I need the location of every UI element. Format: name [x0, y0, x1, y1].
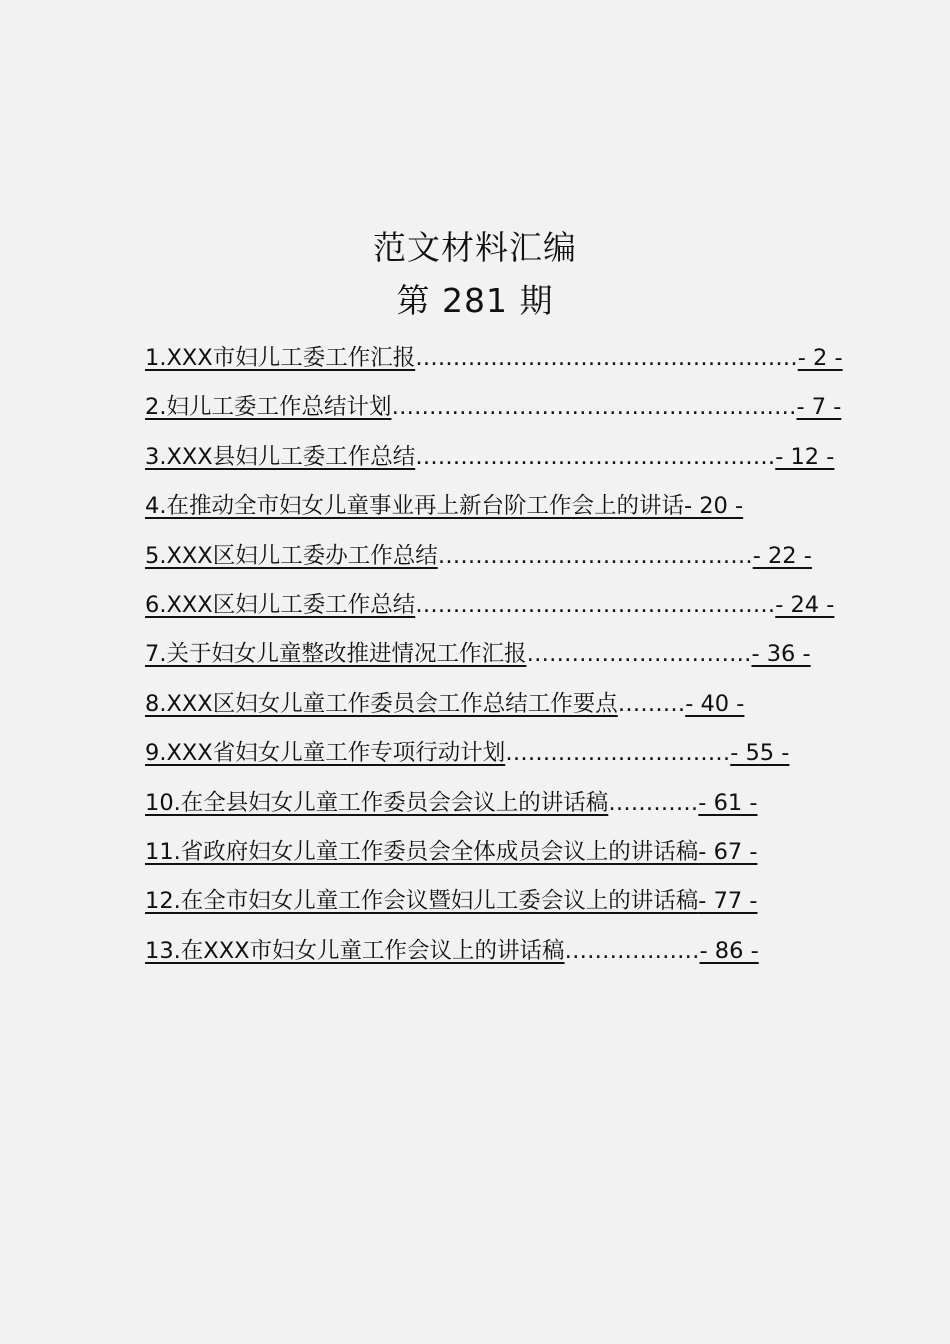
toc-entry-title[interactable]: 4.在推动全市妇女儿童事业再上新台阶工作会上的讲话	[145, 493, 684, 520]
toc-entry-title[interactable]: 13.在XXX市妇女儿童工作会议上的讲话稿	[145, 937, 565, 964]
toc-entry-title[interactable]: 3.XXX县妇儿工委工作总结	[145, 443, 416, 470]
toc-entry-dots: ……………………………………	[437, 542, 753, 569]
toc-entry-page[interactable]: - 55 -	[730, 740, 790, 767]
toc-entry-title[interactable]: 6.XXX区妇儿工委工作总结	[145, 591, 416, 618]
toc-entry-title[interactable]: 2.妇儿工委工作总结计划	[145, 394, 392, 421]
toc-entry-page[interactable]: - 86 -	[699, 937, 759, 964]
toc-entry	[145, 340, 843, 389]
toc-entry	[145, 834, 843, 883]
toc-entry-page[interactable]: - 36 -	[751, 641, 811, 668]
toc-entry	[145, 933, 843, 982]
issue-number: 第 281 期	[396, 281, 554, 320]
toc-entry-page[interactable]: - 61 -	[698, 789, 758, 816]
toc-entry-dots: …………………………	[526, 641, 752, 668]
toc-entry-title[interactable]: 8.XXX区妇女儿童工作委员会工作总结工作要点	[145, 690, 618, 717]
toc-entry-dots: …………………………………………	[415, 591, 776, 618]
toc-entry	[145, 439, 843, 488]
document-title: 范文材料汇编	[373, 228, 577, 267]
toc-entry-title[interactable]: 1.XXX市妇儿工委工作汇报	[145, 345, 416, 371]
toc-entry-page[interactable]: - 40 -	[685, 690, 745, 717]
toc-entry-title[interactable]: 7.关于妇女儿童整改推进情况工作汇报	[145, 641, 527, 668]
toc-entry-title[interactable]: 9.XXX省妇女儿童工作专项行动计划	[145, 740, 506, 767]
toc-entry	[145, 785, 843, 834]
toc-entry-page[interactable]: - 20 -	[683, 493, 744, 520]
toc-entry-title[interactable]: 10.在全县妇女儿童工作委员会会议上的讲话稿	[145, 789, 609, 816]
toc-entry	[145, 587, 843, 636]
toc-entry	[145, 488, 843, 537]
toc-entry-dots: ……………………………………………	[415, 345, 798, 371]
toc-entry-page[interactable]: - 12 -	[775, 443, 835, 470]
toc-entry-dots: ………………	[564, 937, 700, 964]
toc-entry-page[interactable]: - 67 -	[698, 838, 758, 865]
toc-entry	[145, 883, 843, 932]
table-of-contents	[145, 340, 843, 982]
toc-entry-page[interactable]: - 7 -	[796, 394, 842, 421]
toc-entry	[145, 636, 843, 685]
toc-entry-dots: ………	[617, 690, 686, 717]
toc-entry-page[interactable]: - 22 -	[752, 542, 812, 569]
toc-entry-page[interactable]: - 77 -	[698, 888, 758, 915]
toc-entry-page[interactable]: - 24 -	[775, 591, 835, 618]
toc-entry	[145, 389, 843, 438]
toc-entry-dots: ………………………………………………	[391, 394, 797, 421]
toc-entry-dots: …………	[608, 789, 699, 816]
toc-entry-title[interactable]: 11.省政府妇女儿童工作委员会全体成员会议上的讲话稿	[145, 838, 699, 865]
toc-entry	[145, 735, 843, 784]
toc-entry	[145, 538, 843, 587]
toc-entry-page[interactable]: - 2 -	[797, 345, 843, 371]
toc-entry-title[interactable]: 5.XXX区妇儿工委办工作总结	[145, 542, 438, 569]
toc-entry-dots: …………………………	[505, 740, 731, 767]
toc-entry-dots: …………………………………………	[415, 443, 776, 470]
toc-entry-title[interactable]: 12.在全市妇女儿童工作会议暨妇儿工委会议上的讲话稿	[145, 888, 699, 915]
toc-entry	[145, 686, 843, 735]
